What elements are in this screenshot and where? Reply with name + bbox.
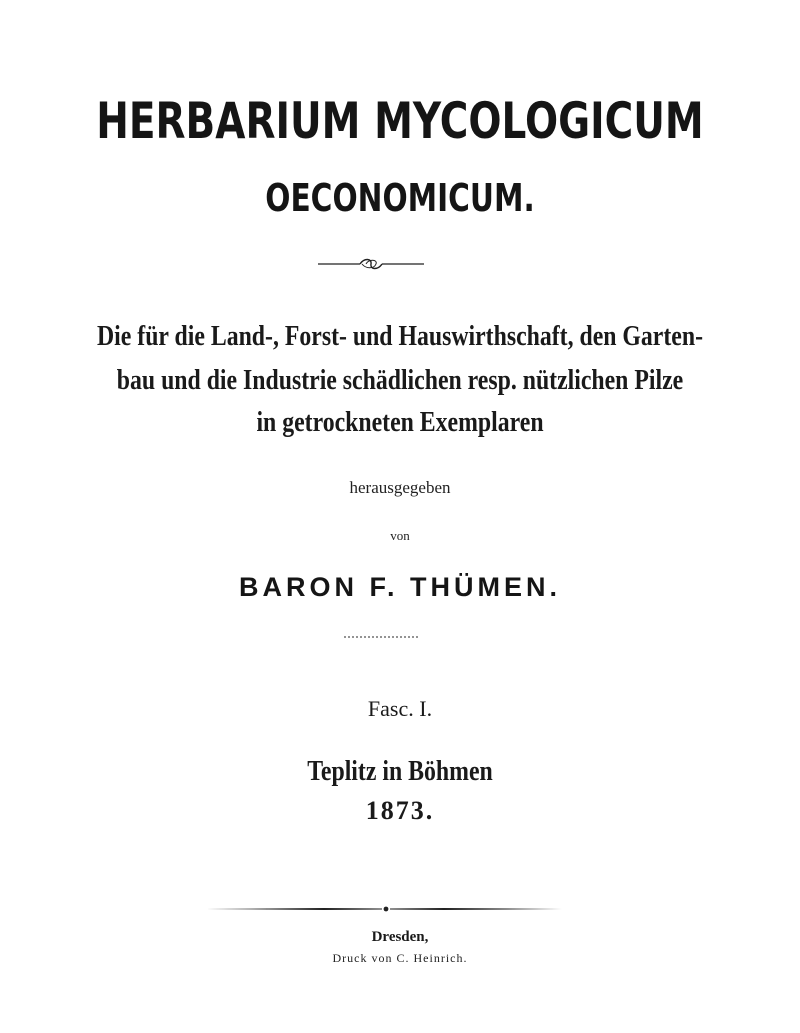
by-label: von (390, 528, 410, 543)
description-line-1: Die für die Land-, Forst- und Hauswirthschaft, den Garten- (97, 320, 703, 352)
bottom-rule-ornament (204, 902, 564, 916)
publication-place: Teplitz in Böhmen (307, 756, 493, 787)
main-title-continuation: OECONOMICUM. (265, 176, 535, 220)
printer-name: Druck von C. Heinrich. (332, 951, 468, 965)
dotted-divider (344, 634, 420, 640)
description-line-3: in getrockneten Exemplaren (256, 406, 544, 438)
published-by-label: herausgegeben (349, 478, 451, 497)
fascicle-number: Fasc. I. (367, 696, 433, 721)
publication-year: 1873. (365, 796, 435, 825)
description-line-2: bau und die Industrie schädlichen resp. nützlichen Pilze (116, 364, 684, 396)
printer-city: Dresden, (371, 929, 429, 945)
main-title: HERBARIUM MYCOLOGICUM (96, 92, 704, 150)
author-name: BARON F. THÜMEN. (239, 572, 561, 602)
flourish-ornament (316, 256, 426, 272)
